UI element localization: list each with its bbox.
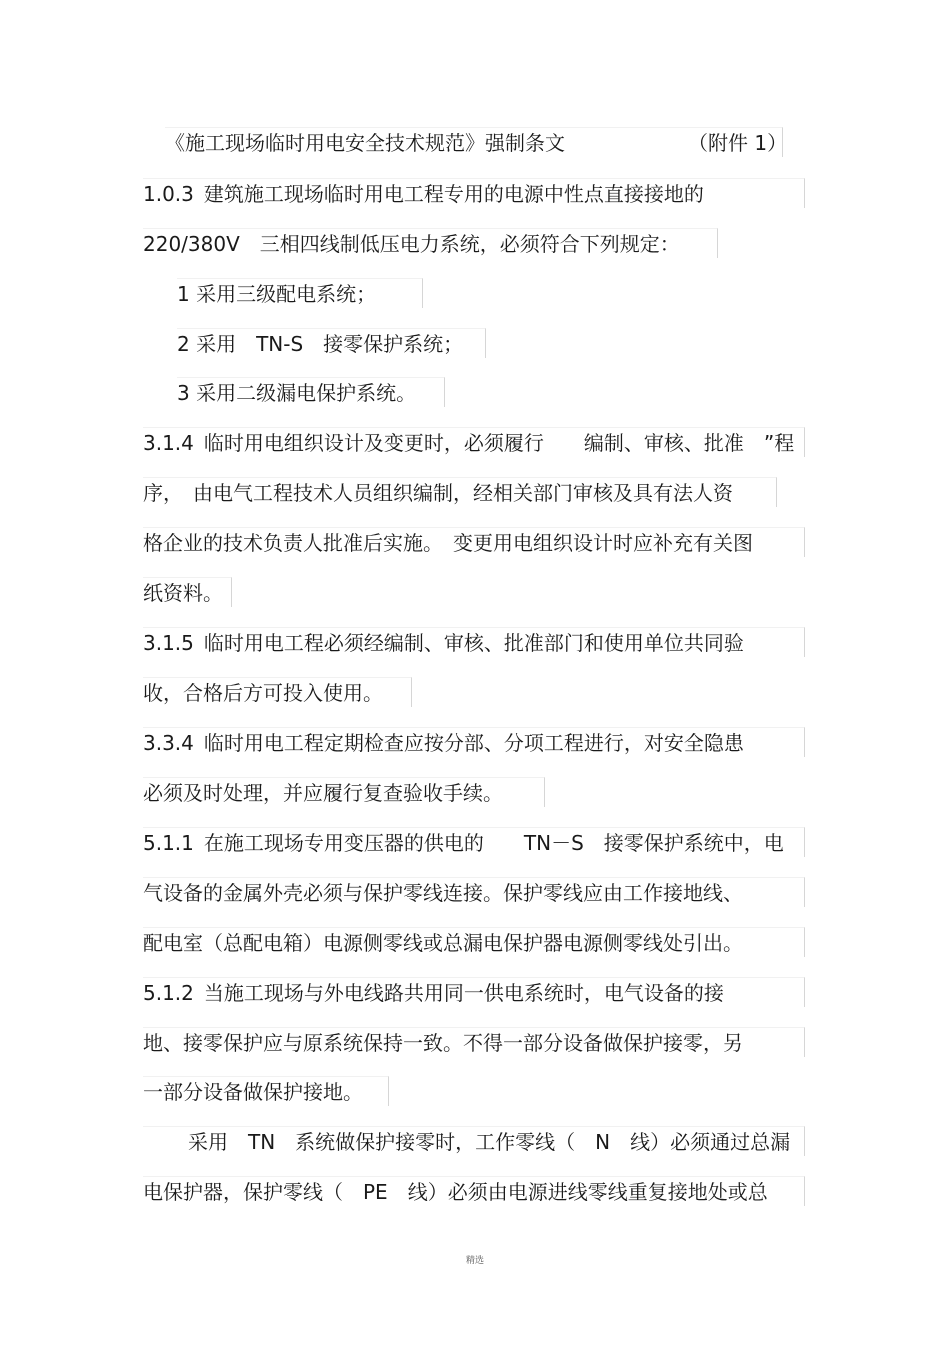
clause-1-0-3 bbox=[143, 178, 805, 208]
clause-number: 5.1.2 bbox=[143, 981, 194, 1005]
document-title-line bbox=[165, 127, 788, 157]
clause-text: 临时用电组织设计及变更时，必须履行 编制、审核、批准 ”程 bbox=[203, 431, 795, 455]
paragraph-line bbox=[143, 677, 412, 707]
attachment-label: （附件 1） bbox=[688, 131, 788, 155]
clause-5-1-2 bbox=[143, 977, 805, 1007]
paragraph-line bbox=[143, 1176, 805, 1206]
list-item-text: 3 采用二级漏电保护系统。 bbox=[177, 381, 417, 405]
clause-number: 3.1.5 bbox=[143, 631, 194, 655]
paragraph-line bbox=[143, 477, 777, 507]
line-text: 格企业的技术负责人批准后实施。 变更用电组织设计时应补充有关图 bbox=[143, 531, 753, 555]
paragraph-line bbox=[143, 228, 718, 258]
clause-text: 建筑施工现场临时用电工程专用的电源中性点直接接地的 bbox=[203, 182, 704, 206]
paragraph-line bbox=[143, 577, 232, 607]
paragraph-line bbox=[143, 777, 545, 807]
clause-3-3-4 bbox=[143, 727, 805, 757]
paragraph-line bbox=[143, 877, 805, 907]
line-text: 采用 TN 系统做保护接零时，工作零线（ N 线）必须通过总漏 bbox=[188, 1130, 791, 1154]
document-title: 《施工现场临时用电安全技术规范》强制条文 bbox=[165, 131, 565, 155]
clause-number: 3.3.4 bbox=[143, 731, 194, 755]
clause-number: 1.0.3 bbox=[143, 182, 194, 206]
clause-3-1-4 bbox=[143, 427, 805, 457]
clause-number: 5.1.1 bbox=[143, 831, 194, 855]
clause-text: 在施工现场专用变压器的供电的 TN－S 接零保护系统中，电 bbox=[203, 831, 784, 855]
clause-text: 当施工现场与外电线路共用同一供电系统时，电气设备的接 bbox=[203, 981, 724, 1005]
line-text: 纸资料。 bbox=[143, 581, 223, 605]
clause-text: 临时用电工程定期检查应按分部、分项工程进行，对安全隐患 bbox=[203, 731, 744, 755]
line-text: 220/380V 三相四线制低压电力系统，必须符合下列规定： bbox=[143, 232, 680, 256]
list-item-text: 1 采用三级配电系统； bbox=[177, 282, 377, 306]
page-footer: 精选 bbox=[465, 1256, 484, 1266]
paragraph-line bbox=[143, 1126, 805, 1156]
line-text: 一部分设备做保护接地。 bbox=[143, 1080, 363, 1104]
paragraph-line bbox=[143, 927, 805, 957]
paragraph-line bbox=[143, 527, 805, 557]
paragraph-line bbox=[143, 1027, 805, 1057]
line-text: 序， 由电气工程技术人员组织编制，经相关部门审核及具有法人资 bbox=[143, 481, 733, 505]
list-item-text: 2 采用 TN-S 接零保护系统； bbox=[177, 332, 464, 356]
line-text: 电保护器，保护零线（ PE 线）必须由电源进线零线重复接地处或总 bbox=[143, 1180, 768, 1204]
clause-number: 3.1.4 bbox=[143, 431, 194, 455]
line-text: 收，合格后方可投入使用。 bbox=[143, 681, 383, 705]
list-item bbox=[177, 278, 423, 308]
clause-3-1-5 bbox=[143, 627, 805, 657]
line-text: 必须及时处理，并应履行复查验收手续。 bbox=[143, 781, 503, 805]
line-text: 配电室（总配电箱）电源侧零线或总漏电保护器电源侧零线处引出。 bbox=[143, 931, 743, 955]
line-text: 地、接零保护应与原系统保持一致。不得一部分设备做保护接零，另 bbox=[143, 1031, 743, 1055]
list-item bbox=[177, 328, 486, 358]
clause-text: 临时用电工程必须经编制、审核、批准部门和使用单位共同验 bbox=[203, 631, 744, 655]
line-text: 气设备的金属外壳必须与保护零线连接。保护零线应由工作接地线、 bbox=[143, 881, 743, 905]
clause-5-1-1 bbox=[143, 827, 805, 857]
paragraph-line bbox=[143, 1076, 389, 1106]
list-item bbox=[177, 377, 445, 407]
